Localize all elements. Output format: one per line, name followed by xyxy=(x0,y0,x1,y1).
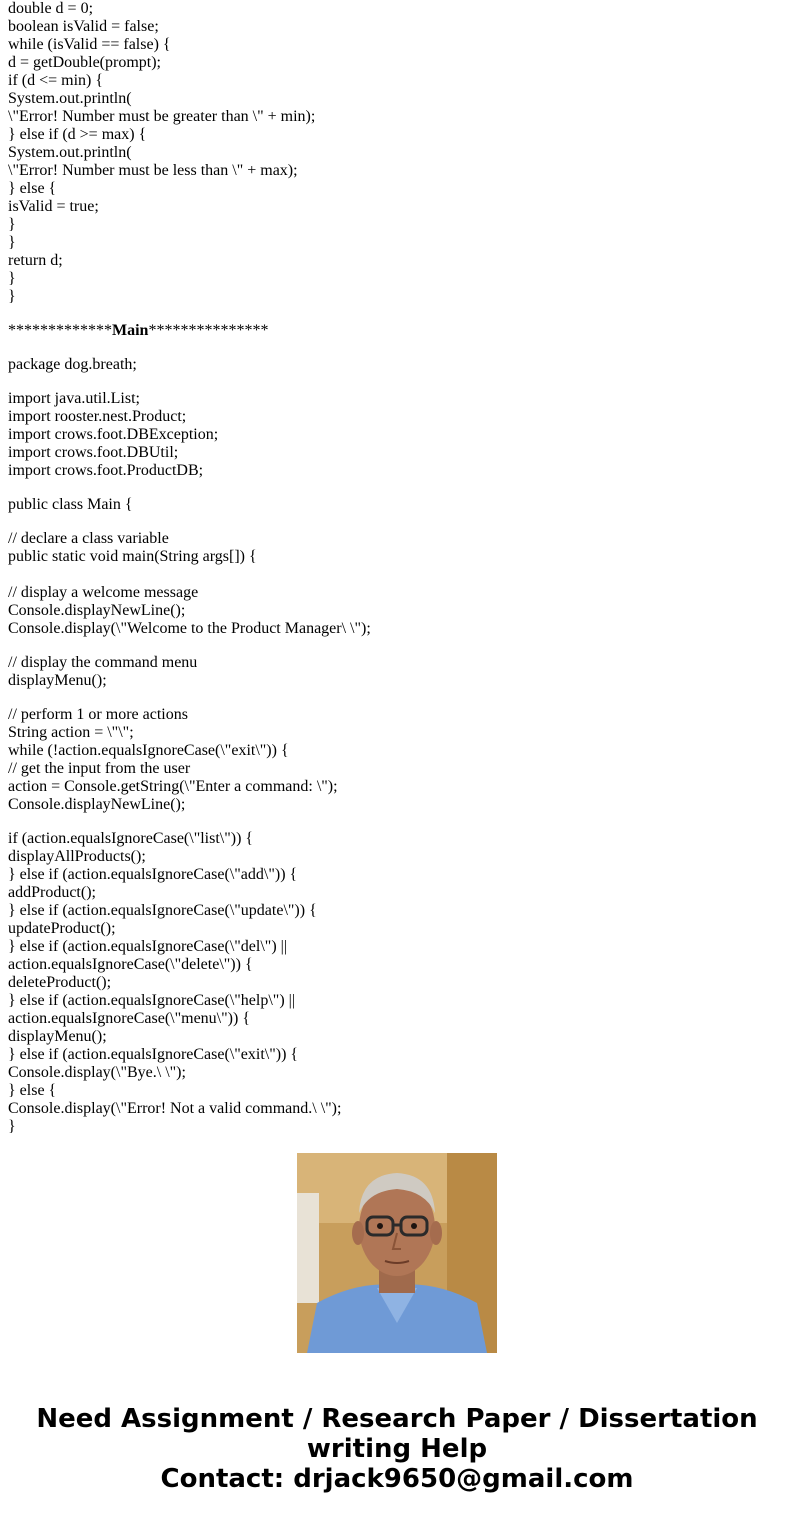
code-line: displayAllProducts(); xyxy=(8,848,146,865)
code-line: // declare a class variable xyxy=(8,530,169,547)
code-listing xyxy=(8,0,788,1135)
code-line: } else if (action.equalsIgnoreCase(\"add\")) { xyxy=(8,866,298,883)
code-line: displayMenu(); xyxy=(8,672,107,689)
code-line: // perform 1 or more actions xyxy=(8,706,188,723)
code-line: action.equalsIgnoreCase(\"delete\")) { xyxy=(8,956,253,973)
code-line: while (!action.equalsIgnoreCase(\"exit\")) { xyxy=(8,742,289,759)
code-line: deleteProduct(); xyxy=(8,974,112,991)
code-line: } else if (action.equalsIgnoreCase(\"help\") || xyxy=(8,992,296,1009)
heading-title: Main xyxy=(112,322,149,339)
cta-line-1: Need Assignment / Research Paper / Dissertation xyxy=(36,1404,758,1434)
heading-prefix: ************* xyxy=(8,322,112,339)
author-avatar xyxy=(297,1153,497,1353)
code-line: } xyxy=(8,234,16,251)
code-line: // display a welcome message xyxy=(8,584,199,601)
code-line: } else { xyxy=(8,180,57,197)
code-line: return d; xyxy=(8,252,63,269)
code-line: package dog.breath; xyxy=(8,356,137,373)
section-heading xyxy=(8,322,268,340)
code-line: Console.displayNewLine(); xyxy=(8,796,186,813)
code-line: Console.display(\"Welcome to the Product Manager\ \"); xyxy=(8,620,371,637)
code-line: updateProduct(); xyxy=(8,920,116,937)
code-line: if (action.equalsIgnoreCase(\"list\")) { xyxy=(8,830,254,847)
code-line: } else if (d >= max) { xyxy=(8,126,147,143)
code-line: String action = \"\"; xyxy=(8,724,134,741)
code-line: } xyxy=(8,1118,16,1135)
code-line: } else if (action.equalsIgnoreCase(\"update\")) { xyxy=(8,902,317,919)
code-line: } else { xyxy=(8,1082,57,1099)
code-line: } else if (action.equalsIgnoreCase(\"del\") || xyxy=(8,938,288,955)
code-line: // get the input from the user xyxy=(8,760,191,777)
code-line: Console.display(\"Error! Not a valid command.\ \"); xyxy=(8,1100,342,1117)
code-line: \"Error! Number must be less than \" + max); xyxy=(8,162,298,179)
code-line: // display the command menu xyxy=(8,654,198,671)
code-line: d = getDouble(prompt); xyxy=(8,54,161,71)
code-line: } xyxy=(8,270,16,287)
code-line: public class Main { xyxy=(8,496,133,513)
code-line: public static void main(String args[]) { xyxy=(8,548,257,565)
code-line: if (d <= min) { xyxy=(8,72,104,89)
cta-contact: Contact: drjack9650@gmail.com xyxy=(160,1464,634,1494)
code-line: action.equalsIgnoreCase(\"menu\")) { xyxy=(8,1010,250,1027)
code-line: while (isValid == false) { xyxy=(8,36,171,53)
code-line: isValid = true; xyxy=(8,198,99,215)
code-line: addProduct(); xyxy=(8,884,96,901)
code-line: import crows.foot.DBUtil; xyxy=(8,444,179,461)
code-line: } xyxy=(8,288,16,305)
code-line: Console.displayNewLine(); xyxy=(8,602,186,619)
code-line: import rooster.nest.Product; xyxy=(8,408,187,425)
code-line: import java.util.List; xyxy=(8,390,140,407)
code-line: System.out.println( xyxy=(8,90,132,107)
code-line: import crows.foot.DBException; xyxy=(8,426,219,443)
code-line: \"Error! Number must be greater than \" + min); xyxy=(8,108,316,125)
code-line: displayMenu(); xyxy=(8,1028,107,1045)
code-line: System.out.println( xyxy=(8,144,132,161)
code-line: } else if (action.equalsIgnoreCase(\"exit\")) { xyxy=(8,1046,299,1063)
code-line: boolean isValid = false; xyxy=(8,18,159,35)
code-line: double d = 0; xyxy=(8,0,94,17)
cta-line-2: writing Help xyxy=(306,1434,488,1464)
code-line: } xyxy=(8,216,16,233)
heading-suffix: *************** xyxy=(148,322,269,339)
code-line: Console.display(\"Bye.\ \"); xyxy=(8,1064,186,1081)
code-line: action = Console.getString(\"Enter a command: \"); xyxy=(8,778,338,795)
code-line: import crows.foot.ProductDB; xyxy=(8,462,204,479)
